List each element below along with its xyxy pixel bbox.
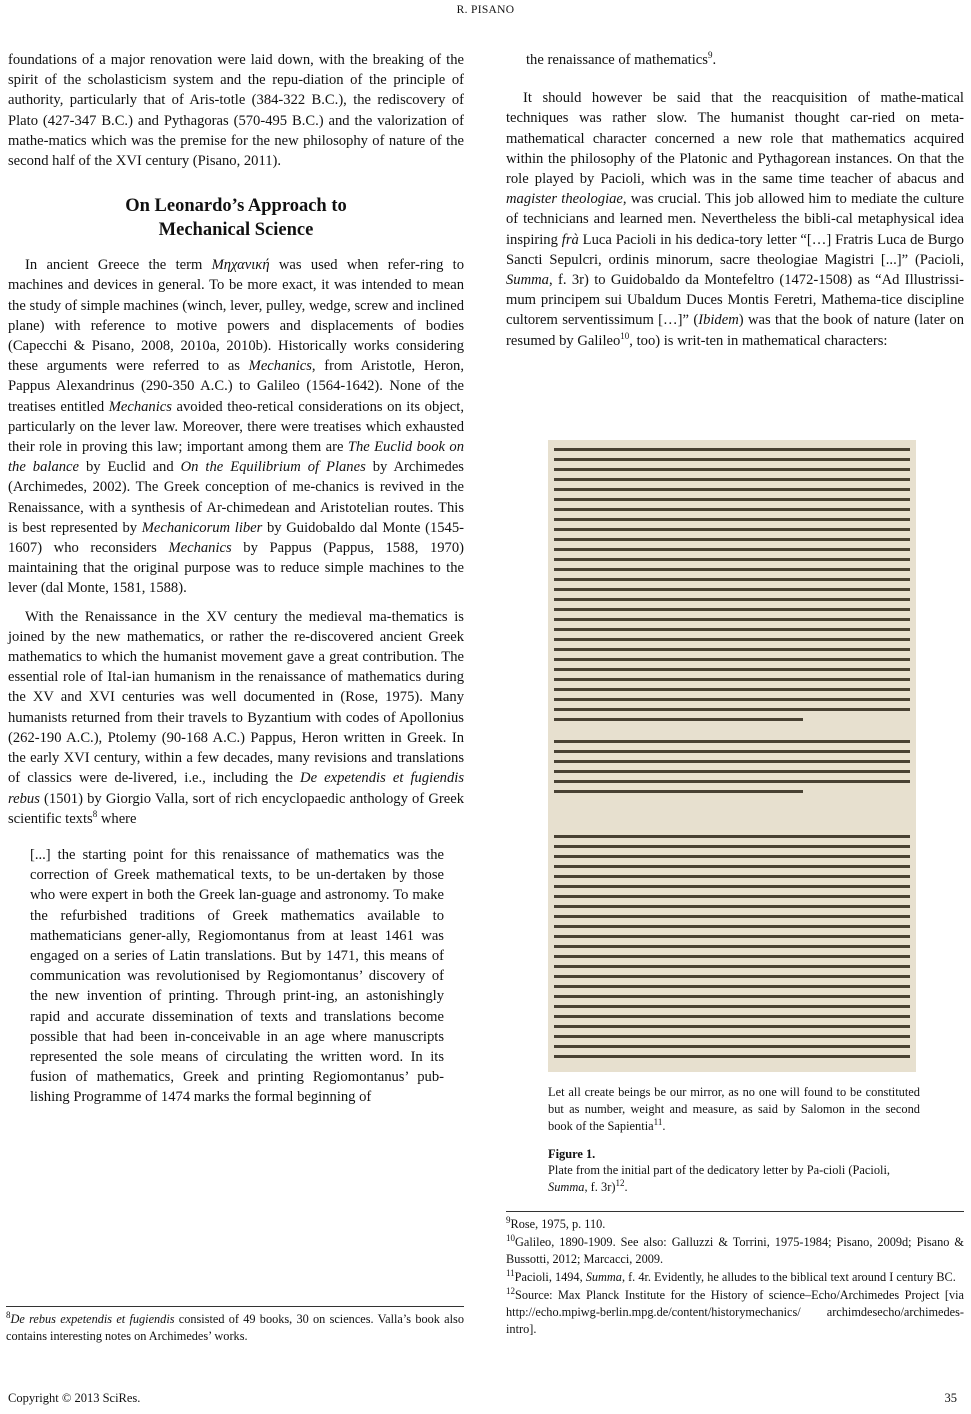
plate-text-line [554, 568, 910, 571]
plate-text-line [554, 965, 910, 968]
manuscript-plate-image [548, 440, 916, 1072]
block-quote: [...] the starting point for this renaissance of mathematics was the correction of Greek mathematical texts, to be un-dertaken by those who were expert in both the Greek lan-guage and astronomy. To make the refurbished traditions of Greek mathematics available to mathematicians gener-ally, Regiomontanus from at least 1461 was engaged on a series of Latin translations. But by 1471, this means of communication was revolutionised by Regiomontanus’ discovery of the new invention of printing. Through print-ing, an astonishingly rapid and accurate dissemination of texts and translations become possible that had been in-conceivable in an age where manuscripts represented the sole means of circulating the written word. In its fusion of mathematics, Greek and printing Regiomontanus’ pub-lishing Programme of 1474 marks the formal beginning of [30, 846, 444, 1106]
plate-text-line [554, 985, 910, 988]
plate-text-line [554, 885, 910, 888]
plate-text-line [554, 750, 910, 753]
plate-text-line [554, 498, 910, 501]
plate-text-line [554, 845, 910, 848]
plate-text-line [554, 905, 910, 908]
plate-text-line [554, 780, 910, 783]
plate-text-line [554, 578, 910, 581]
quote-end: the renaissance of mathematics$^9$. [526, 50, 717, 68]
plate-text-line [554, 488, 910, 491]
plate-text-line [554, 1005, 910, 1008]
figure-caption-quote: Let all create beings be our mirror, as no one will found to be constituted but as number, weight and measure, as said by Salomon in the second book of the Sapientia$^{11}$. [548, 1085, 920, 1133]
plate-text-line [554, 548, 910, 551]
plate-text-line [554, 518, 910, 521]
plate-text-line [554, 855, 910, 858]
plate-text-line [554, 760, 910, 763]
plate-text-line [554, 925, 910, 928]
paragraph: foundations of a major renovation were laid down, with the breaking of the spirit of the scholasticism system and the repu-diation of the principle of authority, particularly that of Aris-totle (384-322 B.C.), the rediscovery of Plato (427-347 B.C.) and Pythagoras (570-495 B.C.) and the valorization of mathe-matics which was the premise for the new philosophy of nature of the second half of the XVI century (Pisano, 2011). [8, 52, 464, 170]
plate-text-line [554, 865, 910, 868]
plate-text-line [554, 698, 910, 701]
plate-text-line [554, 995, 910, 998]
plate-text-line [554, 875, 910, 878]
figure-label: Figure 1. [548, 1147, 596, 1161]
plate-text-line [554, 628, 910, 631]
plate-text-line [554, 528, 910, 531]
plate-text-line [554, 668, 910, 671]
figure-1 [548, 440, 920, 1196]
plate-text-line [554, 458, 910, 461]
plate-text-line [554, 835, 910, 838]
plate-text-line [554, 915, 910, 918]
plate-text-line [554, 608, 910, 611]
paragraph: It should however be said that the reacquisition of mathe-matical techniques was rather slow. The humanist thought car-ried on meta-mathematical character concerned a new role that mathematics acquired within the philosophy of the Platonic and Pythagorean instances. On that the role played by Pacioli, which was in the same time teacher of abacus and magister theologiae, was crucial. This job allowed him to mediate the culture of technicians and learned men. Nevertheless the bibli-cal metaphysical idea inspiring frà Luca Pacioli in his dedica-tory letter “[…] Fratris Luca de Burgo Sancti Sepulcri, ordinis minorum, sacre theologiae Magistri [...]” (Pacioli, Summa, f. 3r) to Guidobaldo da Montefeltro (1472-1508) as “Ad Illustrissi-mum principem sui Ubaldum Duces Montis Feretri, Mathema-tice discipline cultorem serventissimum […]” (Ibidem) was that the book of nature (later on resumed by Galileo$^{10}$, too) is writ-ten in mathematical characters: [506, 90, 965, 349]
plate-text-line [554, 678, 910, 681]
plate-text-line [554, 638, 910, 641]
left-column [8, 50, 464, 1108]
plate-text-line [554, 508, 910, 511]
plate-text-line [554, 740, 910, 743]
running-header: R. PISANO [456, 4, 515, 16]
plate-text-line [554, 955, 910, 958]
plate-text-line [554, 895, 910, 898]
paragraph: With the Renaissance in the XV century the medieval ma-thematics is joined by the new mathematics, or rather the re-discovered ancient Greek mathematics to which the humanist movement gave a great contribution. The essential role of Ital-ian humanism in the renaissance of mathematics during the XV and XVI centuries was well documented in (Rose, 1975). Many humanists returned from their travels to Byzantium with codes of Apollonius (262-190 A.C.), Ptolemy (90-168 A.C.) Pappus, Heron written in Greek. In the early XVI century, within a few decades, many revisions and translations of classics were de-livered, i.e., including the De expetendis et fugiendis rebus (1501) by Giorgio Valla, sort of rich encyclopaedic anthology of Greek scientific texts$^8$ where [8, 608, 464, 827]
plate-text-line [554, 770, 910, 773]
footnotes-right [506, 1211, 964, 1339]
footnote-9: $^9$Rose, 1975, p. 110. [506, 1214, 606, 1231]
footnote-11: $^{11}$Pacioli, 1494, Summa, f. 4r. Evidently, he alludes to the biblical text around I century BC. [506, 1267, 956, 1284]
plate-text-line [554, 648, 910, 651]
plate-text-line [554, 1045, 910, 1048]
plate-text-line [554, 975, 910, 978]
footnote-12: $^{12}$Source: Max Planck Institute for the History of science–Echo/Archimedes Project [via http://echo.mpiwg-berlin.mpg.de/content/historymechanics/ archimdesecho/archimedes-intro]. [506, 1285, 964, 1336]
plate-text-line [554, 1025, 910, 1028]
plate-text-line [554, 945, 910, 948]
plate-text-line [554, 790, 803, 793]
plate-text-line [554, 478, 910, 481]
plate-text-line [554, 1035, 910, 1038]
plate-text-line [554, 1055, 910, 1058]
plate-text-line [554, 658, 910, 661]
page-number: 35 [944, 1391, 957, 1405]
plate-text-line [554, 935, 910, 938]
paragraph: In ancient Greece the term Μηχανική was used when refer-ring to machines and devices in general. To be more exact, it was intended to mean the study of simple machines (winch, lever, pulley, wedge, screw and inclined plane) with reference to motive powers and displacements of bodies (Capecchi & Pisano, 2008, 2010a, 2010b). Historically works considering these arguments were referred to as Mechanics, from Aristotle, Heron, Pappus Alexandrinus (290-350 A.C.) to Galileo (1564-1642). None of the treatises entitled Mechanics avoided theo-retical considerations on its object, particularly on the lever law. Moreover, there were treatises which exhausted their role in proving this law; important among them are The Euclid book on the balance by Euclid and On the Equilibrium of Planes by Archimedes (Archimedes, 2002). The Greek conception of me-chanics is revived in the Renaissance, with a synthesis of Ar-chimedean and Aristotelian routes. This is best represented by Mechanicorum liber by Guidobaldo dal Monte (1545-1607) who reconsiders Mechanics by Pappus (Pappus, 1588, 1970) maintaining that the original purpose was to reduce simple machines to the lever (dal Monte, 1581, 1588). [8, 257, 465, 597]
plate-text-line [554, 708, 910, 711]
plate-text-line [554, 618, 910, 621]
plate-text-line [554, 448, 910, 451]
plate-text-line [554, 688, 910, 691]
figure-caption: Plate from the initial part of the dedicatory letter by Pa-cioli (Pacioli, Summa, f. 3r)$^{12}$. [548, 1163, 891, 1194]
plate-text-line [554, 1015, 910, 1018]
footnote-8: $^8$De rebus expetendis et fugiendis consisted of 49 books, 30 on sciences. Valla’s book also contains interesting notes on Archimedes’ works. [6, 1306, 464, 1345]
plate-text-line [554, 538, 910, 541]
plate-text-line [554, 558, 910, 561]
plate-text-line [554, 468, 910, 471]
plate-text-line [554, 598, 910, 601]
footnote-10: $^{10}$Galileo, 1890-1909. See also: Galluzzi & Torrini, 1975-1984; Pisano, 2009d; Pisano & Bussotti, 2012; Marcacci, 2009. [506, 1232, 964, 1266]
section-heading: On Leonardo’s Approach to Mechanical Science [125, 196, 347, 241]
plate-text-line [554, 588, 910, 591]
right-column [506, 50, 964, 351]
copyright: Copyright © 2013 SciRes. [8, 1391, 141, 1405]
plate-text-line [554, 718, 803, 721]
